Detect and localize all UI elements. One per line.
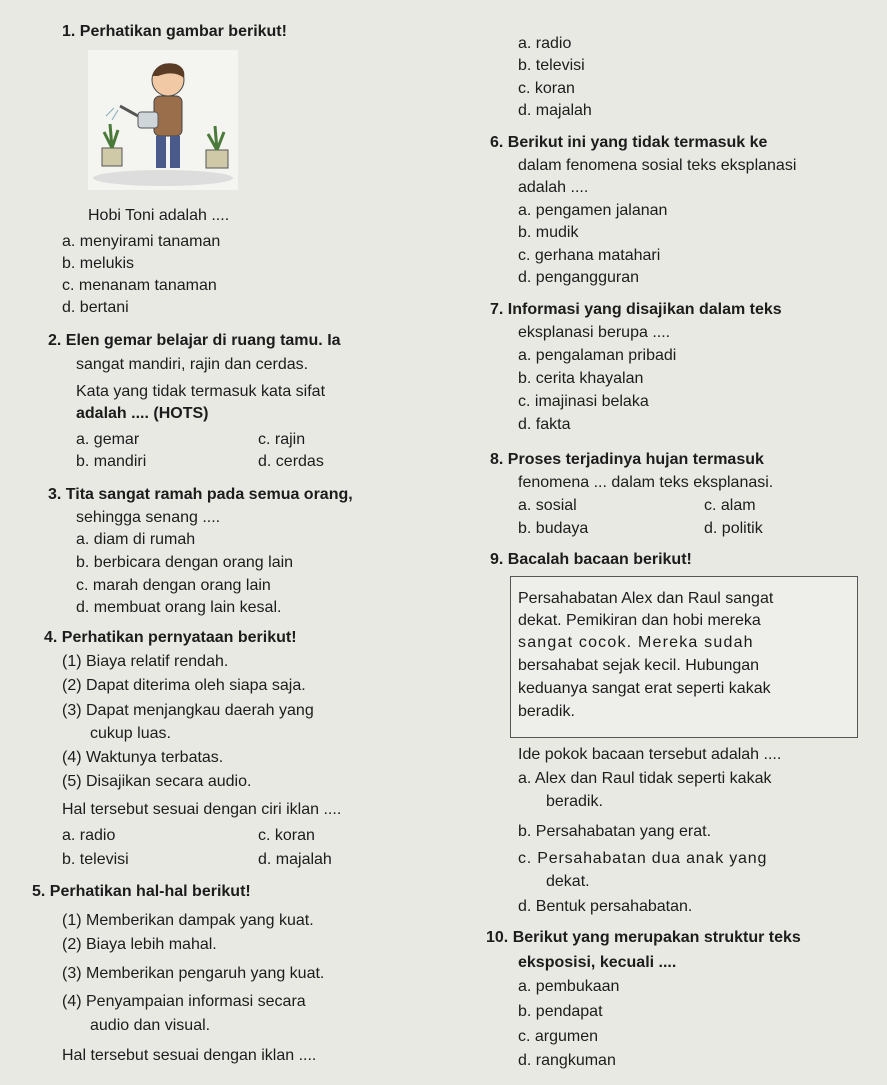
q4-option-d[interactable]: d. majalah	[258, 851, 332, 868]
q5-statement-1: (1) Memberikan dampak yang kuat.	[62, 912, 314, 929]
q9-passage-line-1: Persahabatan Alex dan Raul sangat	[518, 590, 774, 607]
q9-passage-line-2: dekat. Pemikiran dan hobi mereka	[518, 612, 761, 629]
q8-option-a[interactable]: a. sosial	[518, 497, 577, 514]
q5-statement-3: (3) Memberikan pengaruh yang kuat.	[62, 965, 325, 982]
q6-line-1: 6. Berikut ini yang tidak termasuk ke	[490, 134, 768, 151]
q7-option-c[interactable]: c. imajinasi belaka	[518, 393, 649, 410]
q9-option-a-cont: beradik.	[546, 793, 603, 810]
q3-option-a[interactable]: a. diam di rumah	[76, 531, 196, 548]
q2-option-c[interactable]: c. rajin	[258, 431, 306, 448]
q6-option-a[interactable]: a. pengamen jalanan	[518, 202, 668, 219]
boy-watering-plants-illustration	[88, 50, 238, 190]
q2-line-3: Kata yang tidak termasuk kata sifat	[76, 383, 326, 400]
q7-line-1: 7. Informasi yang disajikan dalam teks	[490, 301, 782, 318]
q4-stem: 4. Perhatikan pernyataan berikut!	[44, 629, 297, 646]
q1-option-b[interactable]: b. melukis	[62, 255, 135, 272]
q3-option-d[interactable]: d. membuat orang lain kesal.	[76, 599, 282, 616]
q7-option-a[interactable]: a. pengalaman pribadi	[518, 347, 677, 364]
q5-prompt: Hal tersebut sesuai dengan iklan ....	[62, 1047, 317, 1064]
q3-line-2: sehingga senang ....	[76, 509, 221, 526]
q9-passage-line-4: bersahabat sejak kecil. Hubungan	[518, 657, 760, 674]
q9-passage-line-6: beradik.	[518, 703, 575, 720]
q1-stem: 1. Perhatikan gambar berikut!	[62, 23, 287, 40]
q5-statement-2: (2) Biaya lebih mahal.	[62, 936, 217, 953]
q2-option-a[interactable]: a. gemar	[76, 431, 140, 448]
q5-option-d[interactable]: d. majalah	[518, 102, 592, 119]
q8-line-2: fenomena ... dalam teks eksplanasi.	[518, 474, 774, 491]
q1-option-c[interactable]: c. menanam tanaman	[62, 277, 217, 294]
q1-prompt: Hobi Toni adalah ....	[88, 207, 230, 224]
q6-line-3: adalah ....	[518, 179, 589, 196]
q4-statement-5: (5) Disajikan secara audio.	[62, 773, 252, 790]
q5-stem: 5. Perhatikan hal-hal berikut!	[32, 883, 251, 900]
q9-option-d[interactable]: d. Bentuk persahabatan.	[518, 898, 693, 915]
q8-option-d[interactable]: d. politik	[704, 520, 763, 537]
q10-line-1: 10. Berikut yang merupakan struktur teks	[486, 929, 801, 946]
q1-option-a[interactable]: a. menyirami tanaman	[62, 233, 221, 250]
q4-statement-2: (2) Dapat diterima oleh siapa saja.	[62, 677, 306, 694]
q4-statement-1: (1) Biaya relatif rendah.	[62, 653, 229, 670]
q9-option-c[interactable]: c. Persahabatan dua anak yang	[518, 850, 768, 867]
q10-option-c[interactable]: c. argumen	[518, 1028, 599, 1045]
q10-line-2: eksposisi, kecuali ....	[518, 954, 677, 971]
q4-prompt: Hal tersebut sesuai dengan ciri iklan ....	[62, 801, 342, 818]
q5-option-b[interactable]: b. televisi	[518, 57, 585, 74]
q5-option-c[interactable]: c. koran	[518, 80, 575, 97]
q8-option-b[interactable]: b. budaya	[518, 520, 589, 537]
q2-line-2: sangat mandiri, rajin dan cerdas.	[76, 356, 309, 373]
q7-option-b[interactable]: b. cerita khayalan	[518, 370, 644, 387]
q3-line-1: 3. Tita sangat ramah pada semua orang,	[48, 486, 353, 503]
q8-line-1: 8. Proses terjadinya hujan termasuk	[490, 451, 764, 468]
q9-passage-line-3: sangat cocok. Mereka sudah	[518, 634, 754, 651]
q3-option-c[interactable]: c. marah dengan orang lain	[76, 577, 271, 594]
q8-option-c[interactable]: c. alam	[704, 497, 756, 514]
q5-statement-4-cont: audio dan visual.	[90, 1017, 211, 1034]
q10-option-b[interactable]: b. pendapat	[518, 1003, 603, 1020]
q9-option-b[interactable]: b. Persahabatan yang erat.	[518, 823, 712, 840]
q9-prompt: Ide pokok bacaan tersebut adalah ....	[518, 746, 782, 763]
q9-option-c-cont: dekat.	[546, 873, 590, 890]
q10-option-a[interactable]: a. pembukaan	[518, 978, 620, 995]
q6-line-2: dalam fenomena sosial teks eksplanasi	[518, 157, 797, 174]
q2-line-1: 2. Elen gemar belajar di ruang tamu. Ia	[48, 332, 341, 349]
q9-passage-line-5: keduanya sangat erat seperti kakak	[518, 680, 771, 697]
q4-option-a[interactable]: a. radio	[62, 827, 116, 844]
q2-option-d[interactable]: d. cerdas	[258, 453, 324, 470]
q4-statement-4: (4) Waktunya terbatas.	[62, 749, 224, 766]
q4-statement-3-cont: cukup luas.	[90, 725, 171, 742]
q7-line-2: eksplanasi berupa ....	[518, 324, 671, 341]
q9-stem: 9. Bacalah bacaan berikut!	[490, 551, 692, 568]
q4-option-b[interactable]: b. televisi	[62, 851, 129, 868]
q2-option-b[interactable]: b. mandiri	[76, 453, 147, 470]
q4-statement-3: (3) Dapat menjangkau daerah yang	[62, 702, 314, 719]
q6-option-d[interactable]: d. pengangguran	[518, 269, 639, 286]
q1-option-d[interactable]: d. bertani	[62, 299, 129, 316]
q4-option-c[interactable]: c. koran	[258, 827, 315, 844]
q6-option-b[interactable]: b. mudik	[518, 224, 579, 241]
q6-option-c[interactable]: c. gerhana matahari	[518, 247, 661, 264]
q2-line-4: adalah .... (HOTS)	[76, 405, 209, 422]
q9-option-a[interactable]: a. Alex dan Raul tidak seperti kakak	[518, 770, 772, 787]
q3-option-b[interactable]: b. berbicara dengan orang lain	[76, 554, 294, 571]
q5-statement-4: (4) Penyampaian informasi secara	[62, 993, 306, 1010]
q7-option-d[interactable]: d. fakta	[518, 416, 571, 433]
q5-option-a[interactable]: a. radio	[518, 35, 572, 52]
q10-option-d[interactable]: d. rangkuman	[518, 1052, 616, 1069]
